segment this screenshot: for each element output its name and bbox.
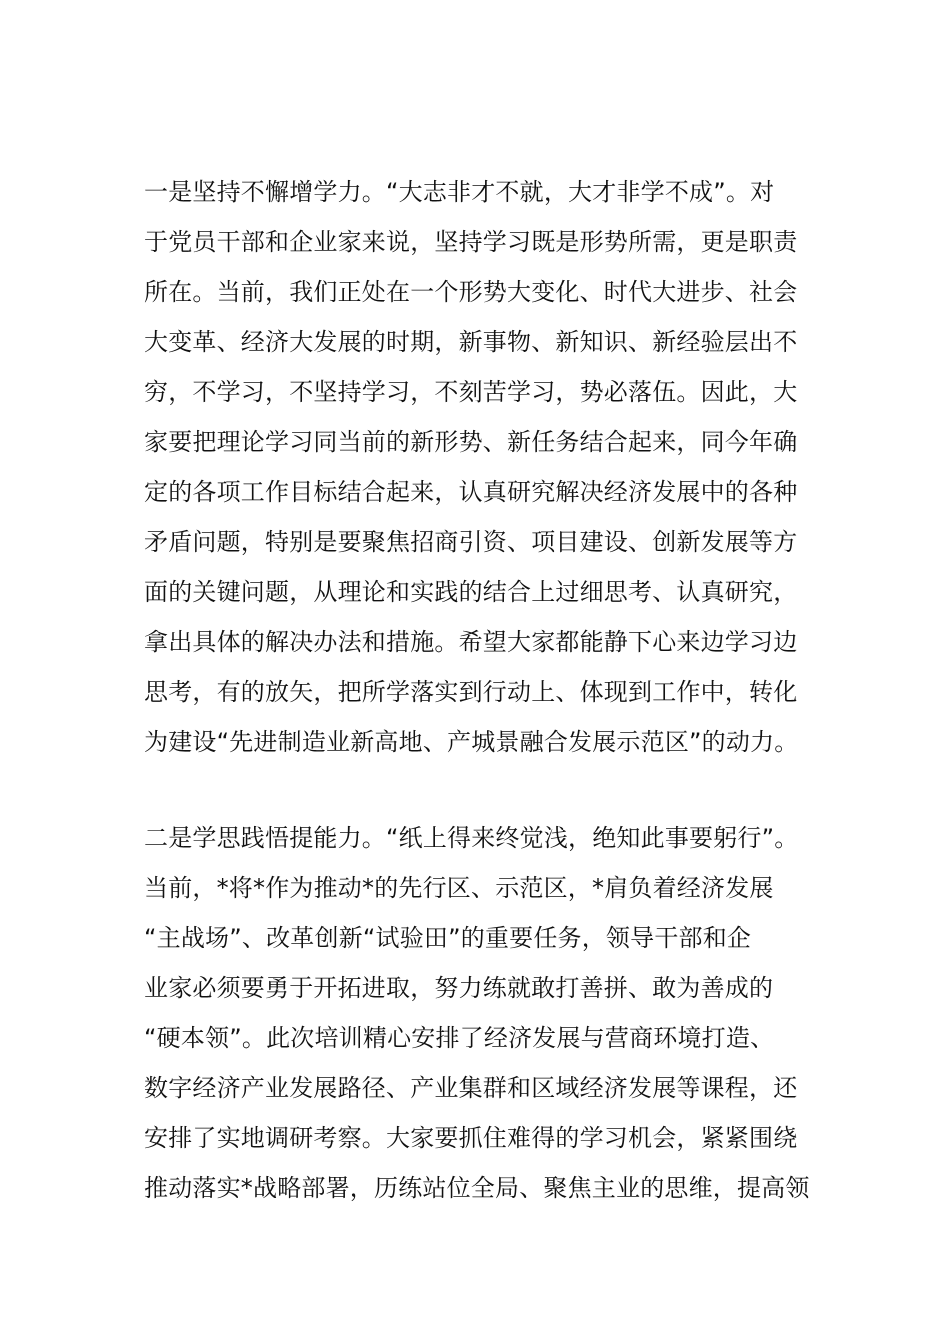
- text-line: 拿出具体的解决办法和措施。希望大家都能静下心来边学习边: [144, 628, 798, 656]
- text-line: 业家必须要勇于开拓进取，努力练就敢打善拼、敢为善成的: [144, 974, 774, 1002]
- text-line: 一是坚持不懈增学力。“大志非才不就，大才非学不成”。对: [144, 178, 775, 206]
- text-line: “硬本领”。此次培训精心安排了经济发展与营商环境打造、: [144, 1024, 775, 1052]
- text-line: 安排了实地调研考察。大家要抓住难得的学习机会，紧紧围绕: [144, 1124, 798, 1152]
- text-line: 数字经济产业发展路径、产业集群和区域经济发展等课程，还: [144, 1074, 798, 1102]
- text-line: 推动落实*战略部署，历练站位全局、聚焦主业的思维，提高领: [144, 1174, 810, 1202]
- text-line: 所在。当前，我们正处在一个形势大变化、时代大进步、社会: [144, 278, 798, 306]
- text-line: 当前，*将*作为推动*的先行区、示范区，*肩负着经济发展: [144, 874, 774, 902]
- text-line: 大变革、经济大发展的时期，新事物、新知识、新经验层出不: [144, 328, 798, 356]
- text-line: 二是学思践悟提能力。“纸上得来终觉浅，绝知此事要躬行”。: [144, 824, 799, 852]
- text-line: 于党员干部和企业家来说，坚持学习既是形势所需，更是职责: [144, 228, 798, 256]
- text-line: “主战场”、改革创新“试验田”的重要任务，领导干部和企: [144, 924, 752, 952]
- text-line: 穷，不学习，不坚持学习，不刻苦学习，势必落伍。因此，大: [144, 378, 798, 406]
- text-line: 面的关键问题，从理论和实践的结合上过细思考、认真研究，: [144, 578, 798, 606]
- text-line: 为建设“先进制造业新高地、产城景融合发展示范区”的动力。: [144, 728, 799, 756]
- text-line: 矛盾问题，特别是要聚焦招商引资、项目建设、创新发展等方: [144, 528, 798, 556]
- text-line: 家要把理论学习同当前的新形势、新任务结合起来，同今年确: [144, 428, 798, 456]
- text-line: 定的各项工作目标结合起来，认真研究解决经济发展中的各种: [144, 478, 798, 506]
- text-line: 思考，有的放矢，把所学落实到行动上、体现到工作中，转化: [144, 678, 798, 706]
